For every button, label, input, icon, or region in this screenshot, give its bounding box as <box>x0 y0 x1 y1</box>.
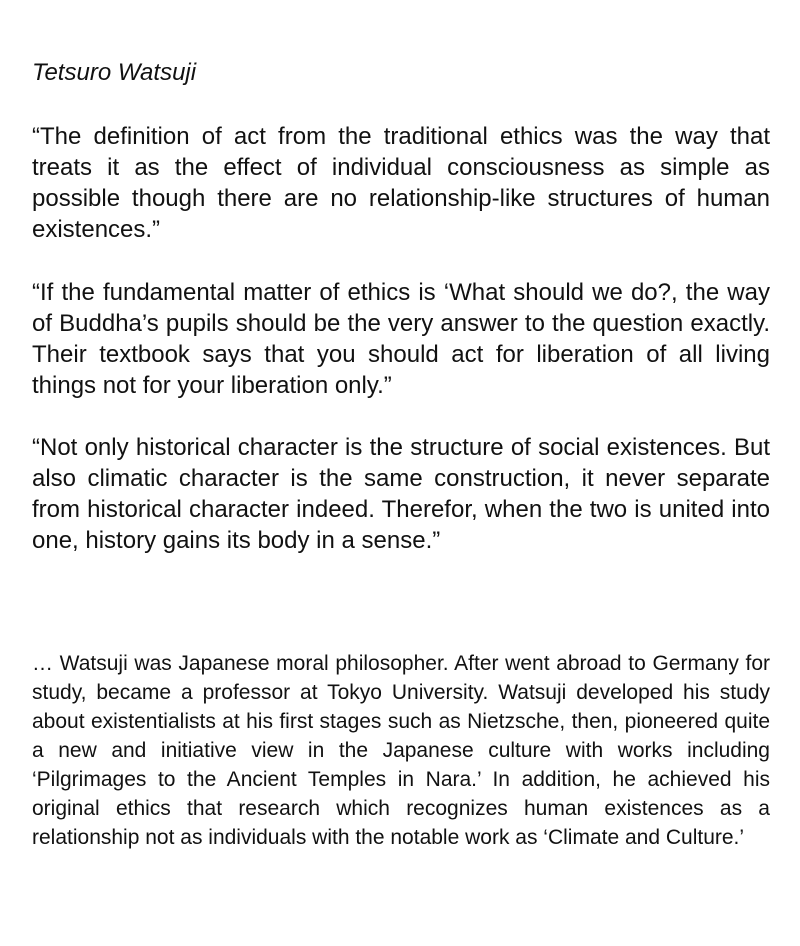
quote-paragraph-2: “If the fundamental matter of ethics is ‘What should we do?, the way of Buddha’s pupils should be the very answer to the question exactly. Their textbook says that you should act for liberation of all living things not for your liberation only.” <box>32 279 770 399</box>
document-title: Tetsuro Watsuji <box>32 59 197 86</box>
quote-paragraph-1: “The definition of act from the traditional ethics was the way that treats it as the effect of individual consciousness as simple as possible though there are no relationship-like structures of human existences.” <box>32 123 770 243</box>
biography-paragraph: … Watsuji was Japanese moral philosopher. After went abroad to Germany for study, became a professor at Tokyo University. Watsuji developed his study about existentialists at his first stages such as Nietzsche, then, pioneered quite a new and initiative view in the Japanese culture with works including ‘Pilgrimages to the Ancient Temples in Nara.’ In addition, he achieved his original ethics that research which recognizes human existences as a relationship not as individuals with the notable work as ‘Climate and Culture.’ <box>32 652 770 849</box>
quote-paragraph-3: “Not only historical character is the structure of social existences. But also climatic character is the same construction, it never separate from historical character indeed. Therefor, when the two is united into one, history gains its body in a sense.” <box>32 434 770 554</box>
